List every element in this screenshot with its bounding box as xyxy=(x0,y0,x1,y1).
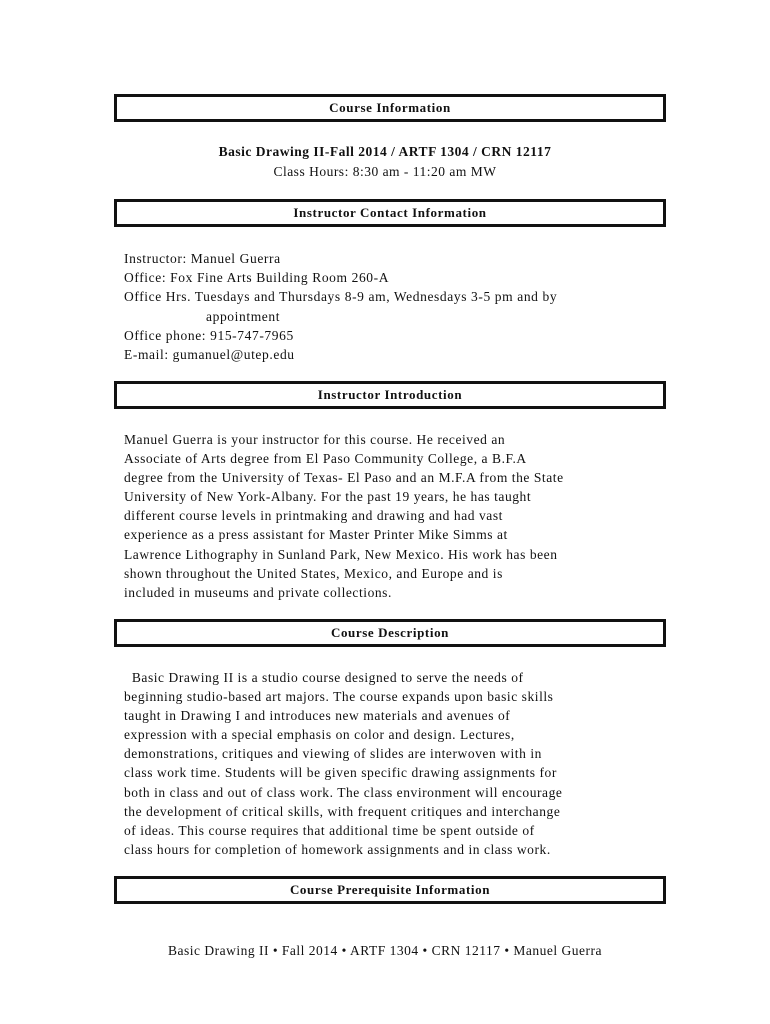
section-header-course-description: Course Description xyxy=(114,619,666,647)
instructor-introduction-paragraph xyxy=(124,430,656,602)
description-line: expression with a special emphasis on color and design. Lectures, xyxy=(124,727,515,743)
intro-line: experience as a press assistant for Master Printer Mike Simms at xyxy=(124,527,508,543)
description-line: Basic Drawing II is a studio course designed to serve the needs of xyxy=(124,670,524,685)
course-title-line: Basic Drawing II-Fall 2014 / ARTF 1304 / CRN 12117 xyxy=(218,144,552,159)
intro-line: degree from the University of Texas- El Paso and an M.F.A from the State xyxy=(124,470,564,486)
office-location: Office: Fox Fine Arts Building Room 260-A xyxy=(124,270,390,286)
description-line: of ideas. This course requires that additional time be spent outside of xyxy=(124,822,535,838)
intro-line: different course levels in printmaking and drawing and had vast xyxy=(124,508,503,524)
class-hours-line: Class Hours: 8:30 am - 11:20 am MW xyxy=(273,164,497,179)
section-header-course-information: Course Information xyxy=(114,94,666,122)
description-line: both in class and out of class work. The class environment will encourage xyxy=(124,784,563,800)
instructor-name: Instructor: Manuel Guerra xyxy=(124,251,281,266)
section-header-instructor-contact: Instructor Contact Information xyxy=(114,199,666,227)
description-line: beginning studio-based art majors. The course expands upon basic skills xyxy=(124,689,554,705)
contact-info-block xyxy=(124,249,654,364)
office-hours: Office Hrs. Tuesdays and Thursdays 8-9 am, Wednesdays 3-5 pm and by xyxy=(124,289,558,305)
section-header-course-prerequisite: Course Prerequisite Information xyxy=(114,876,666,904)
email-address: E-mail: gumanuel@utep.edu xyxy=(124,347,295,363)
section-header-instructor-introduction: Instructor Introduction xyxy=(114,381,666,409)
intro-line: Manuel Guerra is your instructor for this course. He received an xyxy=(124,432,506,447)
intro-line: included in museums and private collections. xyxy=(124,584,392,600)
description-line: class hours for completion of homework assignments and in class work. xyxy=(124,841,551,857)
description-line: taught in Drawing I and introduces new materials and avenues of xyxy=(124,708,511,724)
intro-line: University of New York-Albany. For the past 19 years, he has taught xyxy=(124,489,532,505)
description-line: class work time. Students will be given specific drawing assignments for xyxy=(124,765,557,781)
intro-line: Lawrence Lithography in Sunland Park, New Mexico. His work has been xyxy=(124,546,558,562)
description-line: demonstrations, critiques and viewing of slides are interwoven with in xyxy=(124,746,542,762)
intro-line: shown throughout the United States, Mexico, and Europe and is xyxy=(124,565,503,581)
page-footer: Basic Drawing II • Fall 2014 • ARTF 1304 • CRN 12117 • Manuel Guerra xyxy=(167,943,603,958)
intro-line: Associate of Arts degree from El Paso Community College, a B.F.A xyxy=(124,451,527,467)
office-phone: Office phone: 915-747-7965 xyxy=(124,327,294,343)
description-line: the development of critical skills, with frequent critiques and interchange xyxy=(124,803,561,819)
office-hours-continued: appointment xyxy=(206,308,281,324)
course-description-paragraph xyxy=(124,668,656,859)
